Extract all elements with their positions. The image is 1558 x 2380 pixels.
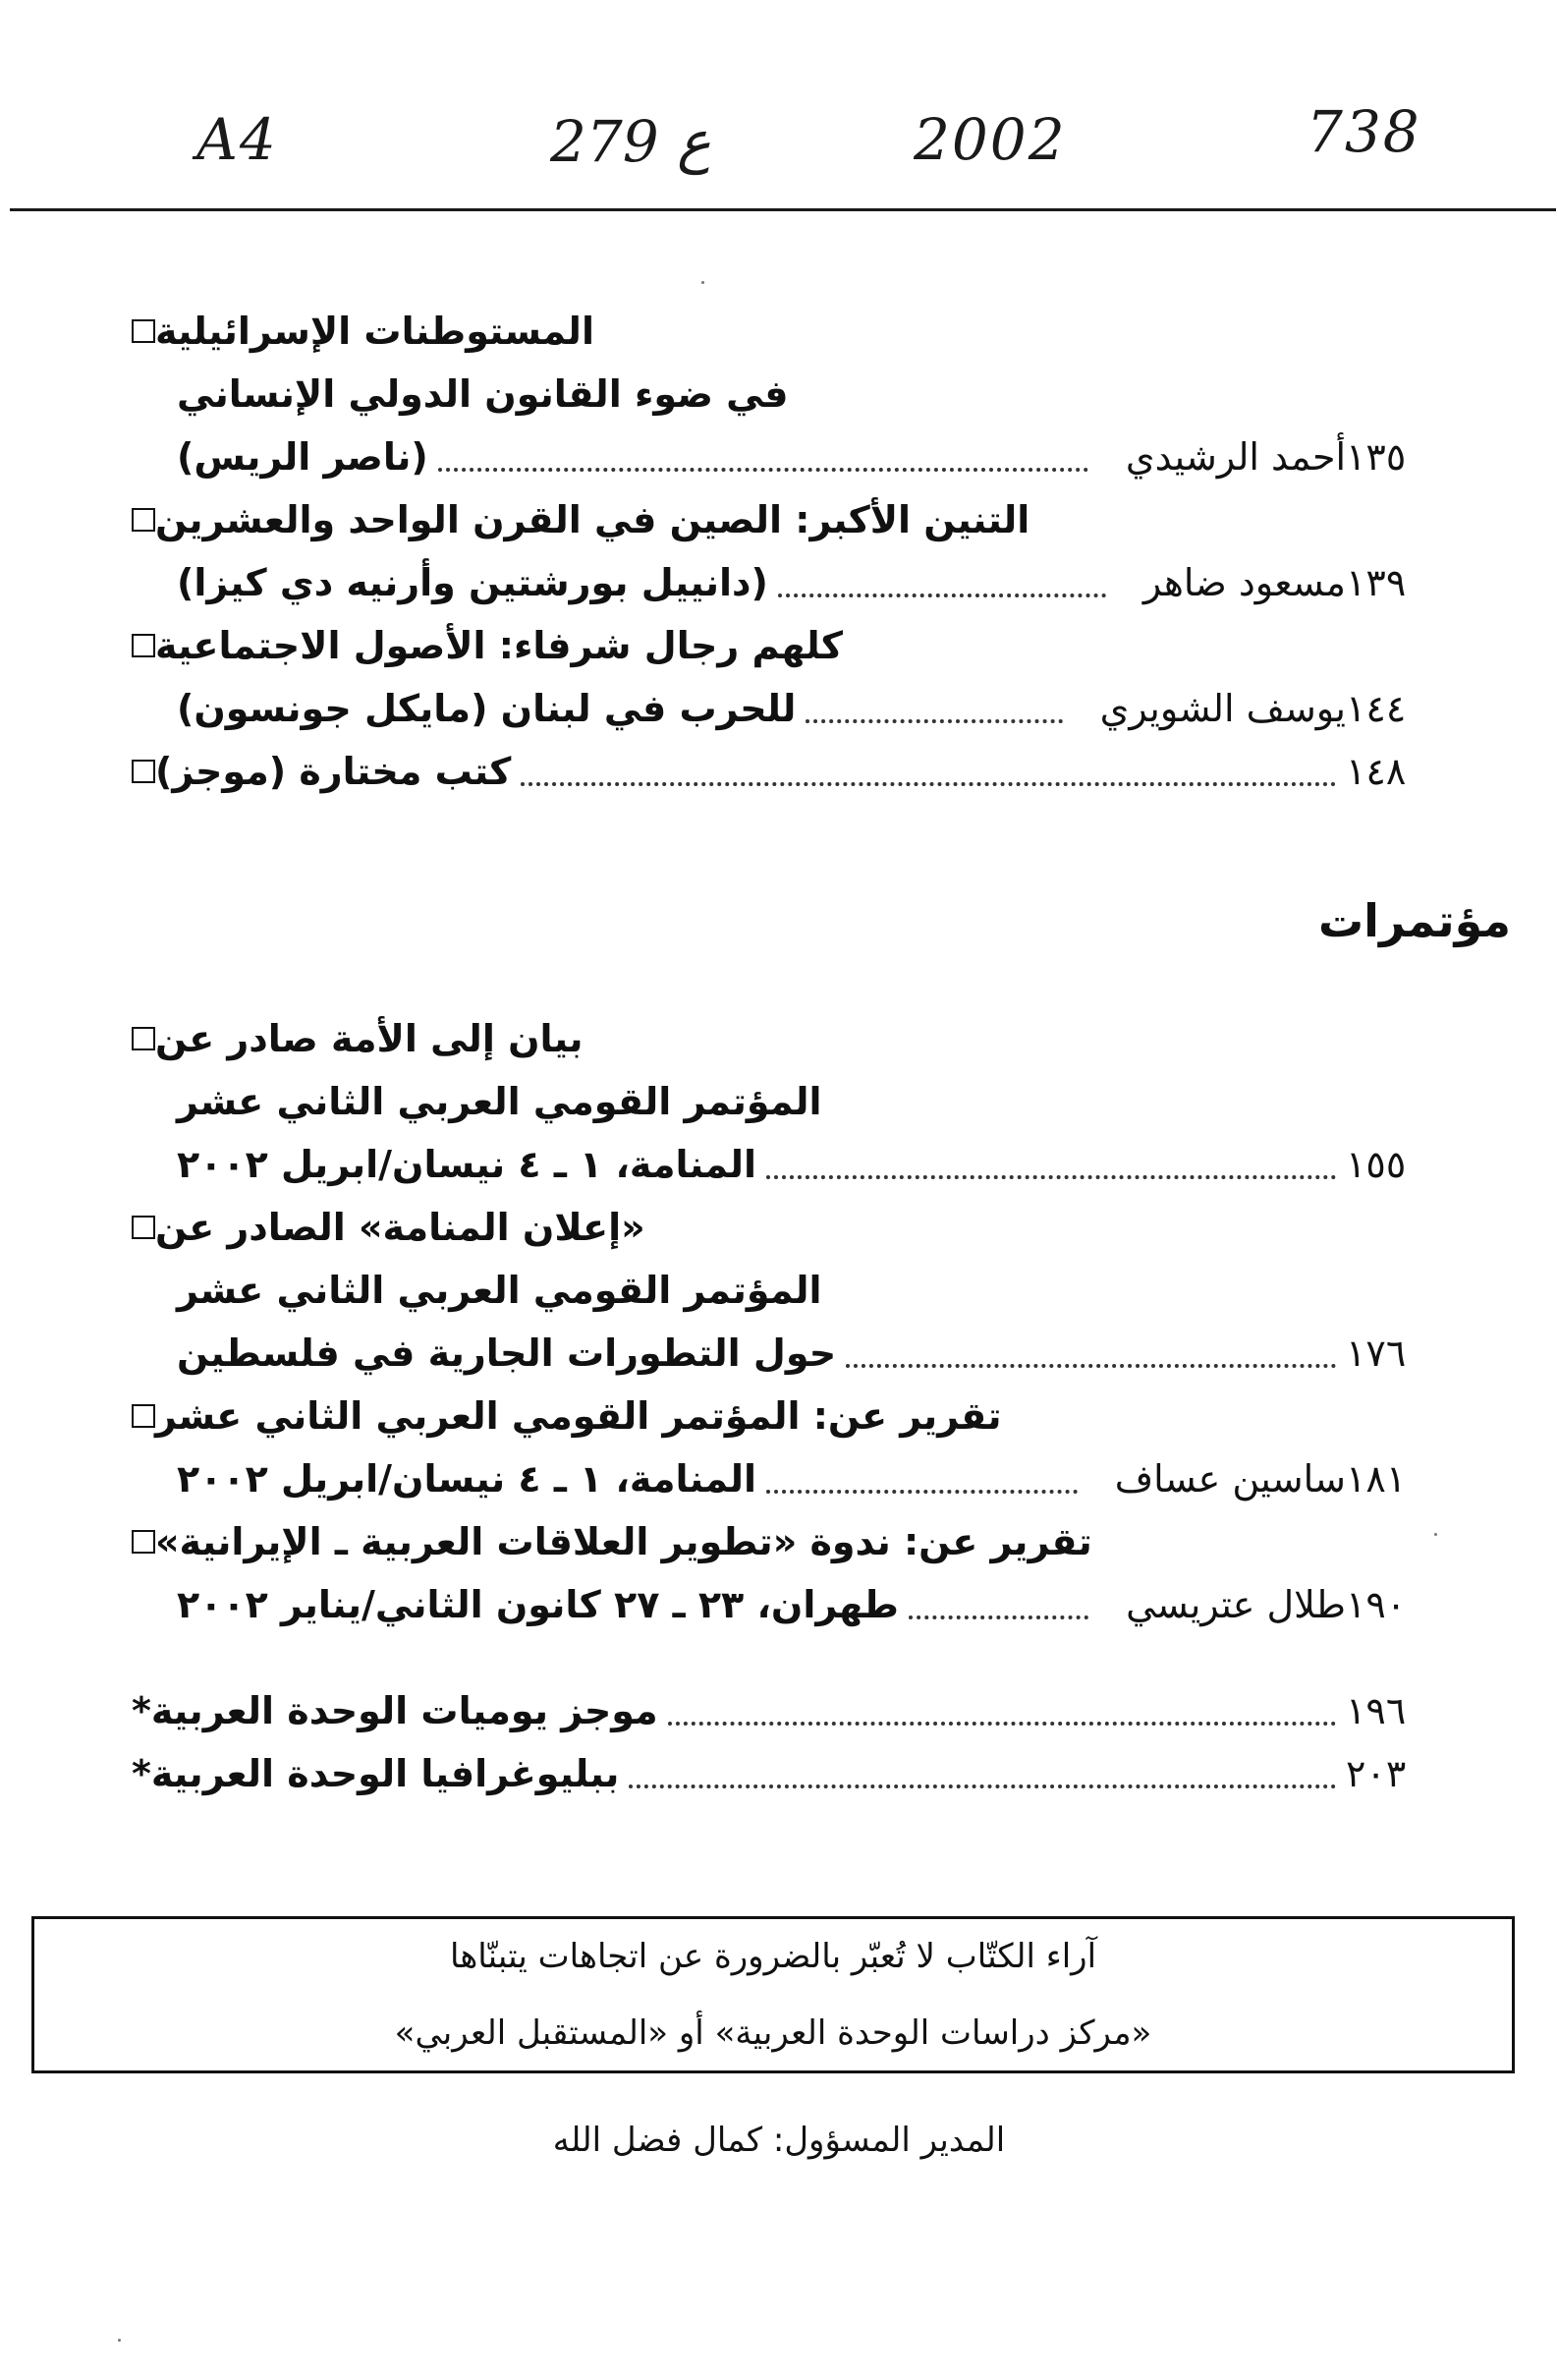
toc-line <box>118 1509 1454 1574</box>
toc-line <box>118 1741 1454 1806</box>
toc-line <box>118 1006 1454 1071</box>
scan-speck <box>118 2339 121 2342</box>
toc-entry-title: المؤتمر القومي العربي الثاني عشر <box>177 1080 822 1123</box>
toc-entry-title: للحرب في لبنان (مايكل جونسون) <box>177 687 797 730</box>
header-rule <box>10 208 1556 211</box>
toc-entry-author: مسعود ضاهر <box>1142 561 1346 604</box>
toc-line <box>118 1069 1454 1134</box>
leader-dots <box>846 1354 1336 1368</box>
handwritten-note-3: 2002 <box>914 106 1067 173</box>
handwritten-note-1: A4 <box>196 106 278 173</box>
toc-entry-title: المستوطنات الإسرائيلية <box>155 310 594 353</box>
toc-entry-title: (ناصر الريس) <box>177 435 428 479</box>
asterisk-icon: * <box>132 1689 151 1732</box>
toc-line <box>118 299 1454 364</box>
toc-entry-title: «إعلان المنامة» الصادر عن <box>155 1206 645 1249</box>
toc-entry-page: ١٧٦ <box>1346 1332 1407 1375</box>
toc-entry-author: طلال عتريسي <box>1126 1583 1346 1626</box>
toc-entry-title: في ضوء القانون الدولي الإنساني <box>177 372 789 416</box>
toc-entry-page: ١٩٦ <box>1346 1689 1407 1732</box>
checkbox-square-icon <box>132 1027 155 1050</box>
toc-entry-title: تقرير عن: ندوة «تطوير العلاقات العربية ـ الإيرانية» <box>155 1520 1092 1563</box>
toc-entry-title: موجز يوميات الوحدة العربية <box>150 1689 658 1732</box>
toc-entry-title: (دانييل بورشتين وأرنيه دي كيزا) <box>177 561 768 604</box>
checkbox-square-icon <box>132 1404 155 1428</box>
toc-entry-title: بيان إلى الأمة صادر عن <box>155 1017 584 1060</box>
disclaimer-line-1: آراء الكتّاب لا تُعبّر بالضرورة عن اتجاهات يتبنّاها <box>449 1937 1097 1976</box>
toc-entry-title: المؤتمر القومي العربي الثاني عشر <box>177 1269 822 1312</box>
handwritten-note-2: 279 ع <box>550 108 711 175</box>
toc-line <box>118 1132 1454 1197</box>
toc-entry-page: ٢٠٣ <box>1346 1752 1407 1795</box>
toc-entry-page: ١٣٥ <box>1346 435 1407 479</box>
toc-entry-page: ١٥٥ <box>1346 1143 1407 1186</box>
toc-entry-author: أحمد الرشيدي <box>1125 435 1346 479</box>
toc-line <box>118 1195 1454 1260</box>
toc-entry-page: ١٤٨ <box>1346 750 1407 793</box>
scan-speck <box>1434 1533 1437 1536</box>
toc-line <box>118 1258 1454 1323</box>
toc-line <box>118 1678 1454 1743</box>
toc-line <box>118 1321 1454 1386</box>
toc-entry-title: ببليوغرافيا الوحدة العربية <box>150 1752 620 1795</box>
toc-entry-page: ١٣٩ <box>1346 561 1407 604</box>
managing-director: المدير المسؤول: كمال فضل الله <box>552 2121 1006 2160</box>
toc-entry-page: ١٤٤ <box>1346 687 1407 730</box>
checkbox-square-icon <box>132 319 155 343</box>
toc-line <box>118 1572 1454 1637</box>
toc-line <box>118 362 1454 426</box>
section-title: مؤتمرات <box>1317 894 1511 947</box>
leader-dots <box>909 1606 1088 1619</box>
scan-speck <box>701 281 704 284</box>
toc-line <box>118 739 1454 804</box>
toc-entry-title: كلهم رجال شرفاء: الأصول الاجتماعية <box>155 624 844 667</box>
toc-entry-page: ١٩٠ <box>1346 1583 1407 1626</box>
leader-dots <box>766 1165 1336 1179</box>
toc-entry-title: المنامة، ١ ـ ٤ نيسان/ابريل ٢٠٠٢ <box>177 1143 757 1186</box>
checkbox-square-icon <box>132 634 155 657</box>
toc-entry-title: طهران، ٢٣ ـ ٢٧ كانون الثاني/يناير ٢٠٠٢ <box>177 1583 899 1626</box>
toc-line <box>118 487 1454 552</box>
leader-dots <box>778 584 1106 597</box>
toc-entry-author: ساسين عساف <box>1114 1457 1346 1501</box>
toc-line <box>118 676 1454 741</box>
checkbox-square-icon <box>132 508 155 532</box>
asterisk-icon: * <box>132 1752 151 1795</box>
toc-entry-author: يوسف الشويري <box>1099 687 1346 730</box>
disclaimer-box <box>31 1916 1515 2073</box>
toc-entry-title: التنين الأكبر: الصين في القرن الواحد والعشرين <box>155 498 1030 541</box>
checkbox-square-icon <box>132 760 155 783</box>
leader-dots <box>766 1480 1078 1494</box>
toc-entry-title: المنامة، ١ ـ ٤ نيسان/ابريل ٢٠٠٢ <box>177 1457 757 1501</box>
checkbox-square-icon <box>132 1216 155 1239</box>
toc-entry-title: كتب مختارة (موجز) <box>155 750 512 793</box>
leader-dots <box>521 772 1336 786</box>
toc-line <box>118 613 1454 678</box>
toc-entry-page: ١٨١ <box>1346 1457 1407 1501</box>
toc-entry-title: تقرير عن: المؤتمر القومي العربي الثاني عشر <box>155 1394 1002 1438</box>
handwritten-note-4: 738 <box>1307 98 1421 165</box>
toc-line <box>118 1384 1454 1448</box>
leader-dots <box>438 458 1088 472</box>
toc-line <box>118 1446 1454 1511</box>
disclaimer-line-2: «مركز دراسات الوحدة العربية» أو «المستقبل العربي» <box>394 2013 1152 2053</box>
toc-entry-title: حول التطورات الجارية في فلسطين <box>177 1332 837 1375</box>
leader-dots <box>629 1775 1336 1788</box>
toc-line <box>118 550 1454 615</box>
leader-dots <box>806 709 1062 723</box>
checkbox-square-icon <box>132 1530 155 1554</box>
leader-dots <box>668 1712 1336 1726</box>
toc-line <box>118 425 1454 489</box>
